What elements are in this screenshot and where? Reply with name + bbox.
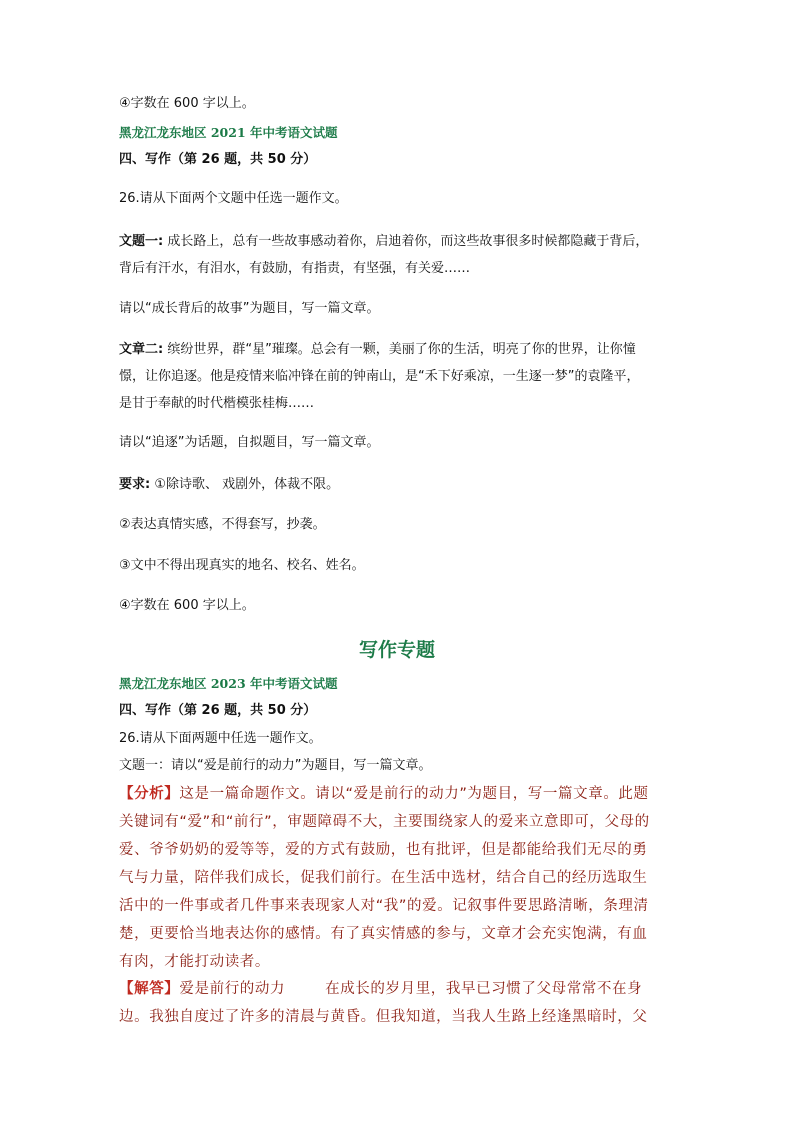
topic2-label: 文章二: (119, 342, 164, 357)
answer-line-1: 【解答】爱是前行的动力 在成长的岁月里，我早已习惯了父母常常不在身 (119, 981, 643, 997)
answer-tag: 【解答】 (119, 981, 180, 997)
requirements-line1 (119, 476, 339, 494)
exam-2021-question: 26.请从下面两个文题中任选一题作文。 (119, 191, 348, 206)
topic2-line3: 是甘于奉献的时代楷模张桂梅…… (119, 396, 315, 411)
section-title: 写作专题 (358, 639, 435, 661)
topic2-line2: 憬，让你追逐。他是疫情来临冲锋在前的钟南山，是“禾下好乘凉，一生逐一梦”的袁隆平， (119, 369, 640, 384)
analysis-line-3: 爱、爷爷奶奶的爱等等，爱的方式有鼓励，也有批评，但是都能给我们无尽的勇 (119, 842, 648, 858)
requirement-1: ①除诗歌、 戏剧外，体裁不限。 (150, 477, 340, 492)
exam-2023-heading: 黑龙江龙东地区 2023 年中考语文试题 (119, 676, 338, 691)
topic2-text: 缤纷世界，群“星”璀璨。总会有一颗，美丽了你的生活，明亮了你的世界，让你憧 (163, 342, 636, 357)
topic1-text: 成长路上，总有一些故事感动着你，启迪着你，而这些故事很多时候都隐藏于背后， (163, 234, 649, 249)
topic1-line1 (119, 233, 648, 251)
analysis-line-4: 气与力量，陪伴我们成长，促我们前行。在生活中选材，结合自己的经历选取生 (119, 870, 648, 886)
exam-2021-section: 四、写作（第 26 题，共 50 分） (119, 152, 317, 167)
topic2-prompt: 请以“追逐”为话题，自拟题目，写一篇文章。 (119, 435, 380, 450)
analysis-line-1: 【分析】这是一篇命题作文。请以“爱是前行的动力”为题目，写一篇文章。此题 (119, 786, 649, 802)
exam-2023-topic1: 文题一：请以“爱是前行的动力”为题目，写一篇文章。 (119, 758, 432, 773)
exam-2023-question: 26.请从下面两题中任选一题作文。 (119, 731, 322, 746)
analysis-line-2: 关键词有“爱”和“前行”，审题障碍不大，主要围绕家人的爱来立意即可，父母的 (119, 814, 650, 830)
topic1-label: 文题一: (119, 234, 164, 249)
requirement-2: ②表达真情实感，不得套写，抄袭。 (119, 517, 326, 532)
analysis-line-5: 活中的一件事或者几件事来表现家人对“我”的爱。记叙事件要思路清晰，条理清 (119, 898, 649, 914)
exam-2023-section: 四、写作（第 26 题，共 50 分） (119, 703, 317, 718)
topic2-line1 (119, 341, 636, 359)
answer-title: 爱是前行的动力 (179, 981, 286, 997)
requirement-4-top: ④字数在 600 字以上。 (119, 96, 255, 111)
analysis-line-7: 有肉，才能打动读者。 (119, 954, 270, 970)
topic1-line2: 背后有汗水，有泪水，有鼓励，有指责，有坚强，有关爱…… (119, 261, 471, 276)
requirements-label: 要求: (119, 477, 151, 492)
requirement-4: ④字数在 600 字以上。 (119, 598, 255, 613)
topic1-prompt: 请以“成长背后的故事”为题目，写一篇文章。 (119, 301, 380, 316)
requirement-3: ③文中不得出现真实的地名、校名、姓名。 (119, 558, 365, 573)
exam-2021-heading: 黑龙江龙东地区 2021 年中考语文试题 (119, 125, 338, 140)
answer-line-2: 边。我独自度过了许多的清晨与黄昏。但我知道，当我人生路上经逢黑暗时，父 (119, 1009, 648, 1025)
analysis-tag: 【分析】 (119, 786, 180, 802)
analysis-line-6: 楚，更要恰当地表达你的感情。有了真实情感的参与，文章才会充实饱满，有血 (119, 926, 648, 942)
